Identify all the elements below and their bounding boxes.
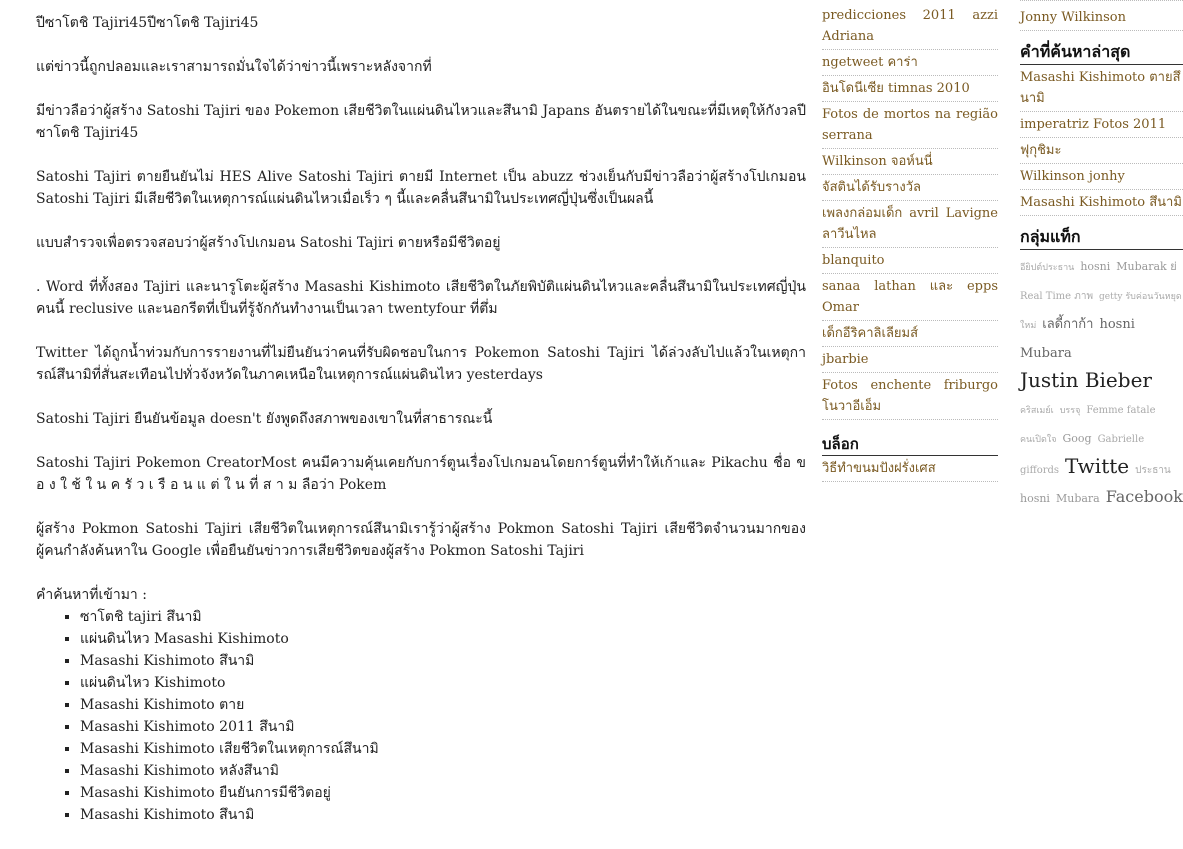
- sidebar-link[interactable]: predicciones 2011 azzi Adriana: [822, 0, 998, 50]
- tag-link[interactable]: ใหม่: [1020, 321, 1037, 331]
- tag-link[interactable]: Justin Bieber: [1020, 368, 1152, 392]
- tag-link[interactable]: getty รับค่อนวันหยุด: [1099, 292, 1182, 302]
- sidebar-link[interactable]: Wilkinson จอห์นนี่: [822, 149, 998, 175]
- tag-link[interactable]: Mubarak ย่: [1116, 260, 1177, 273]
- sidebar-link[interactable]: จัสตินได้รับรางวัล: [822, 175, 998, 201]
- tag-link[interactable]: hosni: [1099, 317, 1135, 332]
- sidebar-link[interactable]: jbarbie: [822, 347, 998, 373]
- tag-cloud-heading: กลุ่มแท็ก: [1020, 226, 1183, 250]
- keyword-item[interactable]: ▪ Masashi Kishimoto หลังสึนามิ: [80, 760, 806, 782]
- tag-link[interactable]: Goog: [1062, 432, 1092, 445]
- keyword-item[interactable]: ▪ แผ่นดินไหว Kishimoto: [80, 672, 806, 694]
- article: [36, 12, 806, 826]
- tag-link[interactable]: บรรจุ: [1059, 406, 1081, 416]
- article-paragraph: ผู้สร้าง Pokmon Satoshi Tajiri เสียชีวิตในเหตุการณ์สึนามิเรารู้ว่าผู้สร้าง Pokmon Satoshi Tajiri เสียชีวิตจำนวนมากของผู้คนกำลังค้นหาใน Google เพื่อยืนยันข่าวการเสียชีวิตของผู้สร้าง Pokmon Satoshi Tajiri: [36, 521, 806, 559]
- tag-link[interactable]: คนเปิดใจ: [1020, 435, 1057, 445]
- tag-link[interactable]: เลดี้กาก้า: [1042, 317, 1094, 332]
- article-paragraph: แต่ข่าวนี้ถูกปลอมและเราสามารถมั่นใจได้ว่าข่าวนี้เพราะหลังจากที่: [36, 59, 432, 75]
- latest-search-link[interactable]: Wilkinson jonhy: [1020, 164, 1183, 190]
- keyword-item[interactable]: ▪ Masashi Kishimoto 2011 สึนามิ: [80, 716, 806, 738]
- article-paragraph: Satoshi Tajiri Pokemon CreatorMost คนมีความคุ้นเคยกับการ์ตูนเรื่องโปเกมอนโดยการ์ตูนที่ทำให้เก้าและ Pikachu ชื่อ ข อ ง ใ ช้ ใ น ค รั ว เ รื อ น แ ต่ ใ น ที่ ส า ม ลือว่า Pokem: [36, 455, 806, 493]
- article-paragraph: ปีซาโตชิ Tajiri45ปีซาโตชิ Tajiri45: [36, 15, 259, 31]
- tag-link[interactable]: Twitte: [1065, 454, 1130, 478]
- keyword-item[interactable]: ▪ Masashi Kishimoto ตาย: [80, 694, 806, 716]
- tag-link[interactable]: Facebook: [1105, 487, 1183, 506]
- article-paragraph: Satoshi Tajiri ตายยืนยันไม่ HES Alive Satoshi Tajiri ตายมี Internet เป็น abuzz ช่วงเย็นกับมีข่าวลือว่าผู้สร้างโปเกมอน Satoshi Tajiri มีเสียชีวิตในเหตุการณ์แผ่นดินไหวเมื่อเร็ว ๆ นี้และคลื่นสึนามิในประเทศญี่ปุ่นซึ่งเป็นผลนี้: [36, 169, 806, 207]
- sidebar-link[interactable]: sanaa lathan และ epps Omar: [822, 274, 998, 321]
- sidebar-link[interactable]: เด็กอีริคาลิเลียมส์: [822, 321, 998, 347]
- sidebar-link[interactable]: Jonny Wilkinson: [1020, 0, 1183, 31]
- tag-link[interactable]: hosni: [1080, 260, 1111, 273]
- sidebar-link[interactable]: blanquito: [822, 248, 998, 274]
- article-paragraph: Twitter ได้ถูกน้ำท่วมกับการรายงานที่ไม่ยืนยันว่าคนที่รับผิดชอบในการ Pokemon Satoshi Tajiri ได้ล่วงลับไปแล้วในเหตุการณ์สึนามิที่สั่นสะเทือนไปทั่วจังหวัดในภาคเหนือในเหตุการณ์แผ่นดินไหว yesterdays: [36, 345, 806, 383]
- latest-search-link[interactable]: Masashi Kishimoto ตายสึนามิ: [1020, 65, 1183, 112]
- latest-search-link[interactable]: Masashi Kishimoto สึนามิ: [1020, 190, 1183, 216]
- right-sidebar: [1020, 0, 1183, 512]
- sidebar-link[interactable]: อินโดนีเซีย timnas 2010: [822, 76, 998, 102]
- keyword-item[interactable]: ▪ Masashi Kishimoto ยืนยันการมีชีวิตอยู่: [80, 782, 806, 804]
- article-paragraph: มีข่าวลือว่าผู้สร้าง Satoshi Tajiri ของ Pokemon เสียชีวิตในแผ่นดินไหวและสึนามิ Japans อันตรายได้ในขณะที่มีเหตุให้กังวลปีซาโตชิ Tajiri45: [36, 103, 806, 141]
- tag-link[interactable]: Real Time ภาพ: [1020, 291, 1094, 302]
- blog-link[interactable]: วิธีทำขนมปังฝรั่งเศส: [822, 456, 998, 482]
- tag-link[interactable]: Mubara: [1055, 492, 1100, 505]
- keyword-item[interactable]: ▪ ซาโตชิ tajiri สึนามิ: [80, 606, 806, 628]
- keyword-item[interactable]: ▪ Masashi Kishimoto เสียชีวิตในเหตุการณ์สึนามิ: [80, 738, 806, 760]
- keywords-label: คำค้นหาที่เข้ามา :: [36, 587, 147, 603]
- sidebar-link[interactable]: Fotos enchente friburgo โนวาอีเอ็ม: [822, 373, 998, 420]
- sidebar-link[interactable]: เพลงกล่อมเด็ก avril Lavigne ลาวีนไหล: [822, 201, 998, 248]
- latest-searches-heading: คำที่ค้นหาล่าสุด: [1020, 41, 1183, 65]
- tag-link[interactable]: Femme fatale: [1086, 405, 1156, 416]
- latest-search-link[interactable]: ฟุกุชิมะ: [1020, 138, 1183, 164]
- tag-link[interactable]: giffords: [1020, 465, 1060, 476]
- middle-sidebar: [822, 0, 998, 482]
- latest-search-link[interactable]: imperatriz Fotos 2011: [1020, 112, 1183, 138]
- article-paragraph: . Word ที่ทั้งสอง Tajiri และนารูโตะผู้สร้าง Masashi Kishimoto เสียชีวิตในภัยพิบัติแผ่นดินไหวและคลื่นสึนามิในประเทศญี่ปุ่นคนนี้ reclusive และนอกรีตที่เป็นที่รู้จักกันทำงานเป็นเวลา twentyfour ที่ตึ่ม: [36, 279, 806, 317]
- tag-cloud: [1020, 252, 1183, 512]
- tag-link[interactable]: Gabrielle: [1097, 434, 1145, 445]
- sidebar-link[interactable]: ngetweet คาร่า: [822, 50, 998, 76]
- keyword-item[interactable]: ▪ Masashi Kishimoto สึนามิ: [80, 804, 806, 826]
- keyword-item[interactable]: ▪ Masashi Kishimoto สึนามิ: [80, 650, 806, 672]
- blog-heading: บล็อก: [822, 434, 998, 456]
- article-paragraph: Satoshi Tajiri ยืนยันข้อมูล doesn't ยังพูดถึงสภาพของเขาในที่สาธารณะนี้: [36, 411, 493, 427]
- tag-link[interactable]: อียิปต์ประธาน: [1020, 263, 1075, 273]
- keyword-item[interactable]: ▪ แผ่นดินไหว Masashi Kishimoto: [80, 628, 806, 650]
- tag-link[interactable]: Mubara: [1020, 346, 1072, 361]
- tag-link[interactable]: hosni: [1020, 492, 1050, 505]
- tag-link[interactable]: ประธาน: [1135, 465, 1171, 476]
- article-paragraph: แบบสำรวจเพื่อตรวจสอบว่าผู้สร้างโปเกมอน Satoshi Tajiri ตายหรือมีชีวิตอยู่: [36, 235, 501, 251]
- keywords-list: [36, 606, 806, 826]
- sidebar-link[interactable]: Fotos de mortos na região serrana: [822, 102, 998, 149]
- tag-link[interactable]: คริสเมย์เ: [1020, 406, 1054, 416]
